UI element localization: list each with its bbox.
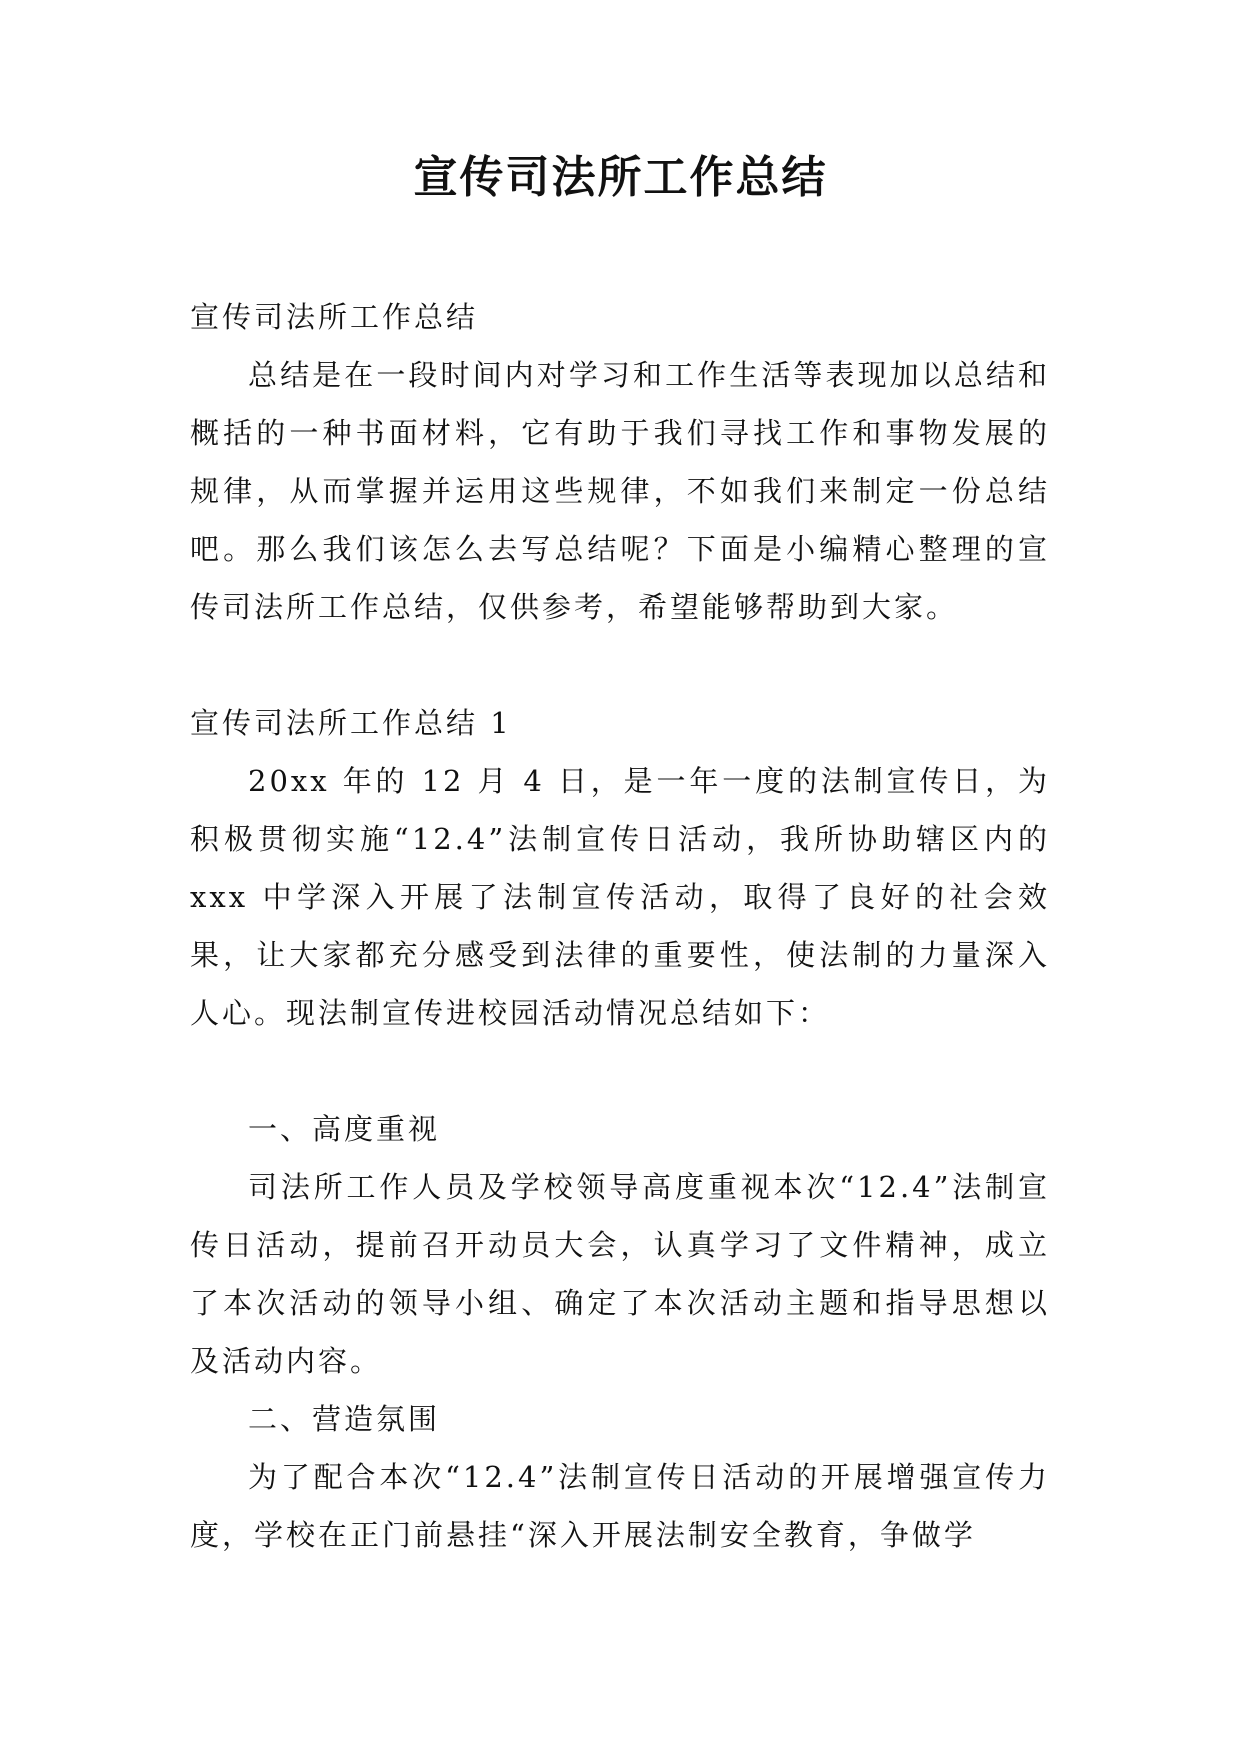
document-body	[190, 288, 1050, 1564]
intro-paragraph: 总结是在一段时间内对学习和工作生活等表现加以总结和概括的一种书面材料，它有助于我们寻找工作和事物发展的规律，从而掌握并运用这些规律，不如我们来制定一份总结吧。那么我们该怎么去写总结呢？下面是小编精心整理的宣传司法所工作总结，仅供参考，希望能够帮助到大家。	[190, 358, 1050, 624]
section-heading: 宣传司法所工作总结 1	[190, 706, 512, 740]
document-title: 宣传司法所工作总结	[413, 152, 828, 203]
paragraph-spacer	[190, 1042, 1050, 1100]
section-paragraph: 20xx 年的 12 月 4 日，是一年一度的法制宣传日，为积极贯彻实施“12.4”法制宣传日活动，我所协助辖区内的 xxx 中学深入开展了法制宣传活动，取得了良好的社会效果，让大家都充分感受到法律的重要性，使法制的力量深入人心。现法制宣传进校园活动情况总结如下：	[190, 764, 1050, 1030]
subsection-paragraph: 为了配合本次“12.4”法制宣传日活动的开展增强宣传力度，学校在正门前悬挂“深入开展法制安全教育，争做学	[190, 1460, 1050, 1552]
subsection-paragraph: 司法所工作人员及学校领导高度重视本次“12.4”法制宣传日活动，提前召开动员大会，认真学习了文件精神，成立了本次活动的领导小组、确定了本次活动主题和指导思想以及活动内容。	[190, 1170, 1050, 1378]
intro-heading: 宣传司法所工作总结	[190, 300, 479, 334]
subheading: 一、高度重视	[248, 1112, 441, 1146]
paragraph-spacer	[190, 636, 1050, 694]
subheading: 二、营造氛围	[248, 1402, 441, 1436]
